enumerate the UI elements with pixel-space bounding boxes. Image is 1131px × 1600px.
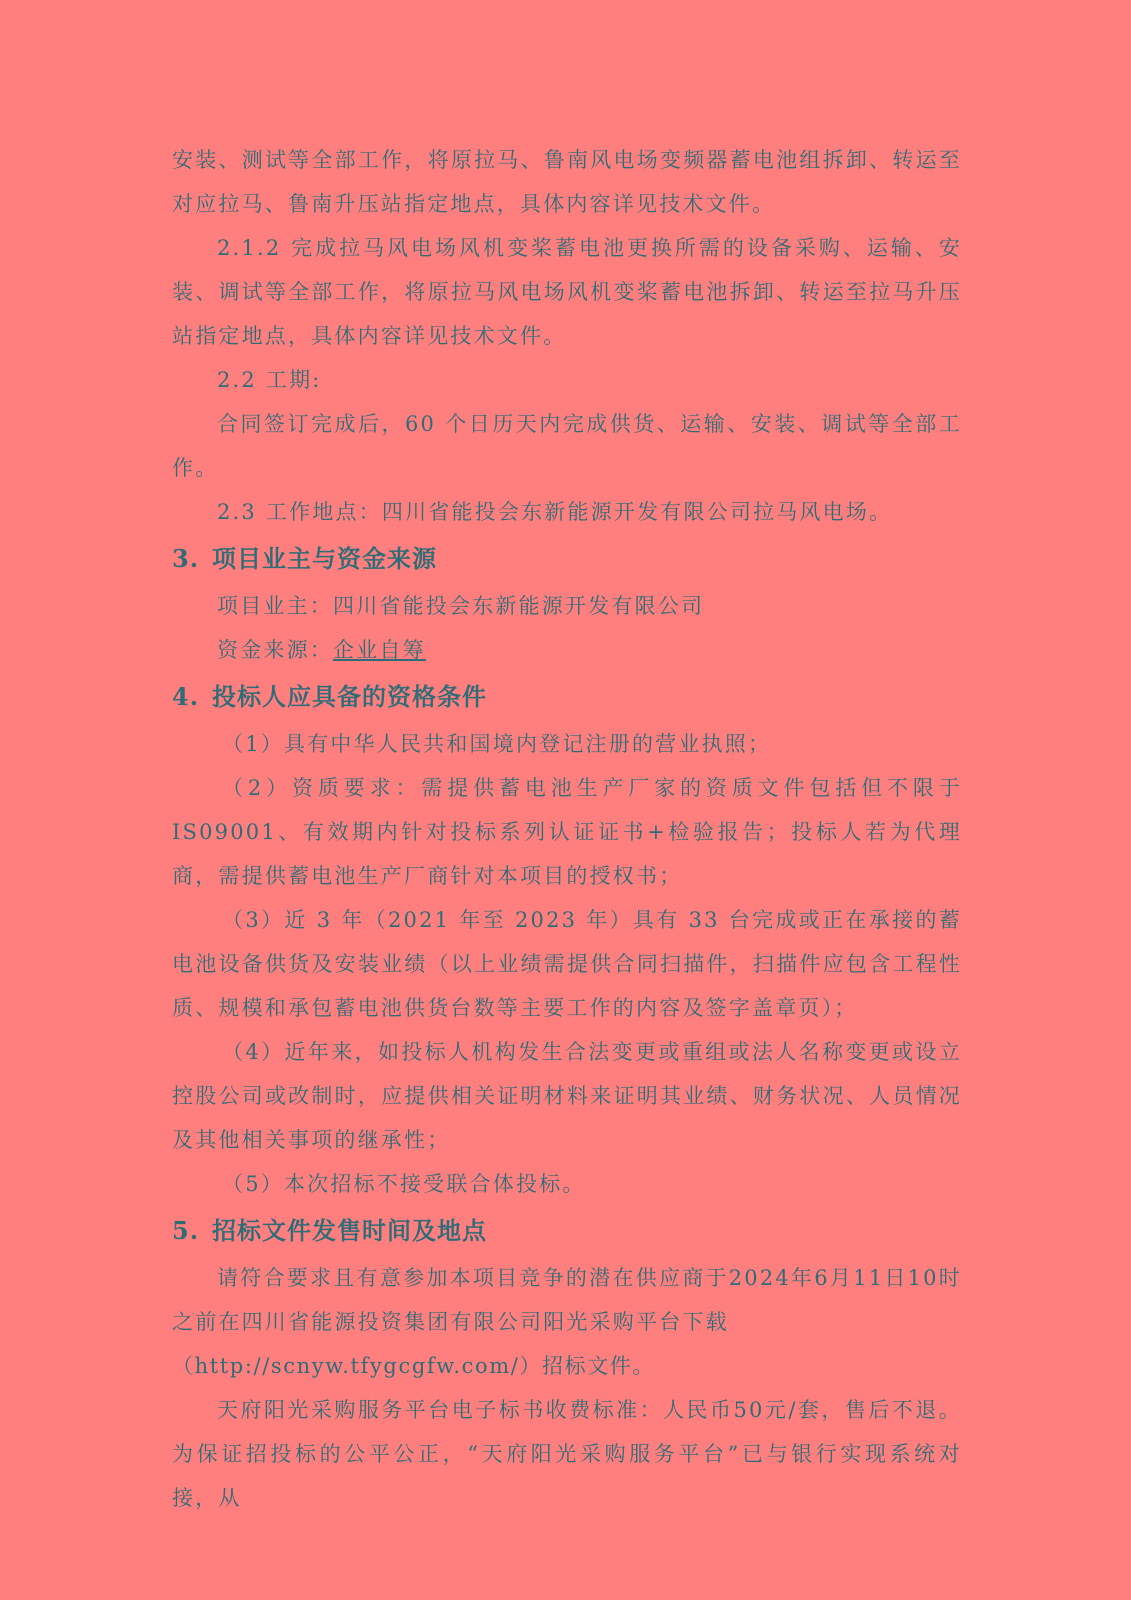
section-5-title: 招标文件发售时间及地点 xyxy=(212,1216,487,1245)
paragraph-2-1-2: 2.1.2 完成拉马风电场风机变桨蓄电池更换所需的设备采购、运输、安装、调试等全部工作，将原拉马风电场风机变桨蓄电池拆卸、转运至拉马升压站指定地点，具体内容详见技术文件。 xyxy=(172,236,962,348)
owner-line xyxy=(172,584,962,628)
paragraph-work-period: 合同签订完成后，60 个日历天内完成供货、运输、安装、调试等全部工作。 xyxy=(172,412,962,480)
section-3-number: 3. xyxy=(172,544,200,573)
qualification-item-5: （5）本次招标不接受联合体投标。 xyxy=(222,1172,586,1196)
qualification-item-3: （3）近 3 年（2021 年至 2023 年）具有 33 台完成或正在承接的蓄电池设备供货及安装业绩（以上业绩需提供合同扫描件，扫描件应包含工程性质、规模和承包蓄电池供货台数等主要工作的内容及签字盖章页）； xyxy=(172,908,962,1020)
fund-label: 资金来源： xyxy=(217,638,333,662)
sale-time-paragraph: 请符合要求且有意参加本项目竞争的潜在供应商于2024年6月11日10时之前在四川省能源投资集团有限公司阳光采购平台下载 xyxy=(172,1266,962,1334)
fund-value: 企业自筹 xyxy=(333,638,426,662)
section-3-heading xyxy=(172,534,962,584)
qualification-item-4: （4）近年来，如投标人机构发生合法变更或重组或法人名称变更或设立控股公司或改制时，应提供相关证明材料来证明其业绩、财务状况、人员情况及其他相关事项的继承性； xyxy=(172,1040,962,1152)
paragraph-2-3: 2.3 工作地点：四川省能投会东新能源开发有限公司拉马风电场。 xyxy=(217,500,893,524)
owner-label: 项目业主： xyxy=(217,594,333,618)
qualification-item-2: （2）资质要求：需提供蓄电池生产厂家的资质文件包括但不限于 IS09001、有效期内针对投标系列认证证书+检验报告；投标人若为代理商，需提供蓄电池生产厂商针对本项目的授权书； xyxy=(172,776,962,888)
section-4-title: 投标人应具备的资格条件 xyxy=(212,682,487,711)
owner-value: 四川省能投会东新能源开发有限公司 xyxy=(333,594,705,618)
section-5-number: 5. xyxy=(172,1216,200,1245)
page-content xyxy=(172,138,962,1520)
section-4-number: 4. xyxy=(172,682,200,711)
paragraph-2-2: 2.2 工期: xyxy=(217,368,322,392)
paragraph-2-1-1-continued: 安装、测试等全部工作，将原拉马、鲁南风电场变频器蓄电池组拆卸、转运至对应拉马、鲁南升压站指定地点，具体内容详见技术文件。 xyxy=(172,148,962,216)
fund-line xyxy=(172,628,962,672)
qualification-item-1: （1）具有中华人民共和国境内登记注册的营业执照； xyxy=(222,732,772,756)
section-3-title: 项目业主与资金来源 xyxy=(212,544,437,573)
section-4-heading xyxy=(172,672,962,722)
fee-paragraph: 天府阳光采购服务平台电子标书收费标准：人民币50元/套，售后不退。为保证招投标的公平公正，“天府阳光采购服务平台”已与银行实现系统对接，从 xyxy=(172,1398,962,1510)
section-5-heading xyxy=(172,1206,962,1256)
platform-url-line: （http://scnyw.tfygcgfw.com/）招标文件。 xyxy=(172,1354,656,1378)
